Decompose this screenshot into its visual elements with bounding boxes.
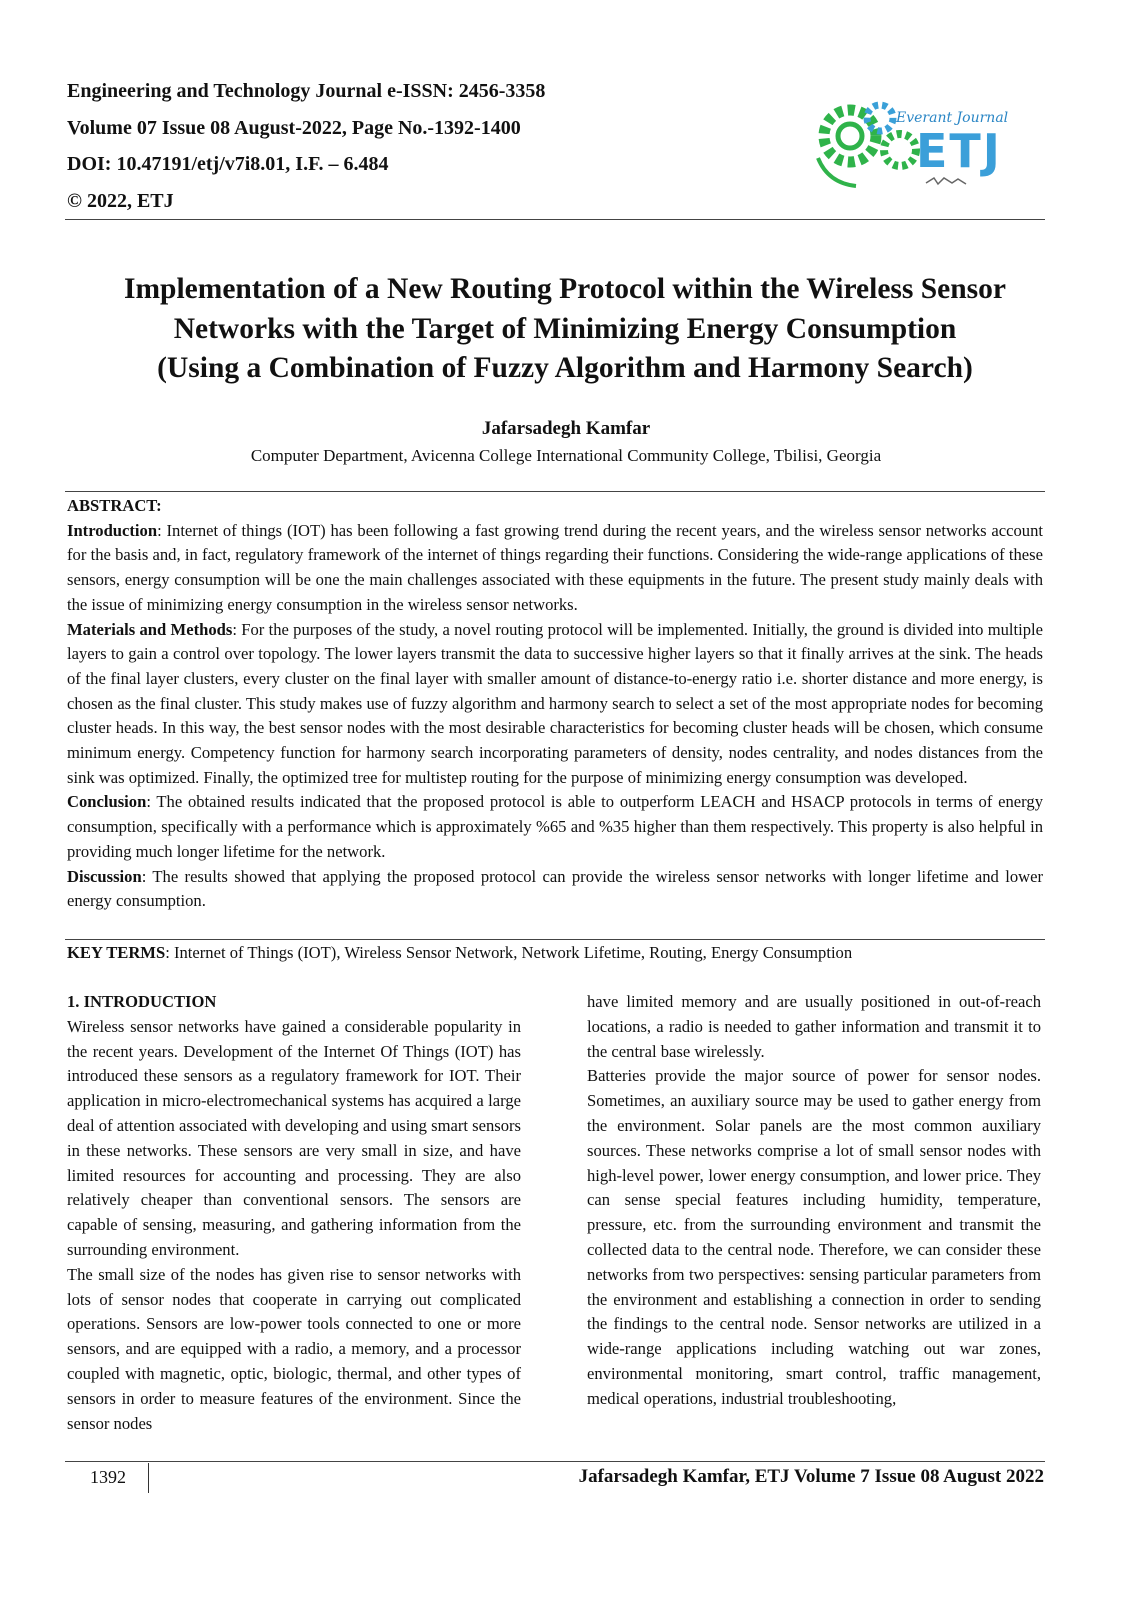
logo-title: ETJ xyxy=(916,124,1002,178)
key-terms-text: : Internet of Things (IOT), Wireless Sensor Network, Network Lifetime, Routing, Energy Consumption xyxy=(165,943,853,962)
abstract xyxy=(67,494,1043,914)
page-number: 1392 xyxy=(90,1467,126,1487)
footer-separator xyxy=(148,1463,149,1493)
journal-name: Engineering and Technology Journal e-ISSN: 2456-3358 xyxy=(67,80,546,102)
intro-left-column xyxy=(67,990,521,1436)
doi-info: DOI: 10.47191/etj/v7i8.01, I.F. – 6.484 xyxy=(67,153,389,175)
paper-title xyxy=(60,270,1070,389)
key-terms xyxy=(67,941,1043,966)
abstract-top-divider xyxy=(65,491,1045,492)
footer-citation: Jafarsadegh Kamfar, ETJ Volume 7 Issue 08 August 2022 xyxy=(578,1466,1044,1487)
intro-paragraph-3: have limited memory and are usually positioned in out-of-reach locations, a radio is needed to gather information and transmit it to the central base wirelessly. xyxy=(587,992,1041,1061)
abstract-conclusion: Conclusion: The obtained results indicated that the proposed protocol is able to outperform LEACH and HSACP protocols in terms of energy consumption, specifically with a performance which is approximately %65 and %35 higher than them respectively. This property is also helpful in providing much longer lifetime for the network. xyxy=(67,792,1043,861)
abstract-bottom-divider xyxy=(65,939,1045,940)
volume-info: Volume 07 Issue 08 August-2022, Page No.-1392-1400 xyxy=(67,117,521,139)
abstract-methods: Materials and Methods: For the purposes of the study, a novel routing protocol will be implemented. Initially, the ground is divided into multiple layers to gain a control over topology. The lower layers transmit the data to successive higher layers so that it finally arrives at the sink. The heads of the final layer clusters, every cluster on the final layer with smaller amount of distance-to-energy ratio i.e. shorter distance and more energy, is chosen as the final cluster. This study makes use of fuzzy algorithm and harmony search to select a set of the most appropriate nodes for becoming cluster heads. In this way, the best sensor nodes with the most desirable characteristics for becoming cluster heads will be chosen, which consume minimum energy. Competency function for harmony search incorporating parameters of density, nodes centrality, and nodes distances from the sink was optimized. Finally, the optimized tree for multistep routing for the purpose of minimizing energy consumption was developed. xyxy=(67,619,1044,787)
author-name: Jafarsadegh Kamfar xyxy=(481,418,651,439)
abstract-introduction: Introduction: Internet of things (IOT) has been following a fast growing trend during the recent years, and the wireless sensor networks account for the basis and, in fact, regulatory framework of the internet of things regarding their functions. Considering the wide-range applications of these sensors, energy consumption will be one the main challenges associated with these equipments in the future. The present study mainly deals with the issue of minimizing energy consumption in the wireless sensor networks. xyxy=(67,520,1043,614)
journal-logo xyxy=(808,88,1018,198)
header-divider xyxy=(65,219,1045,220)
section-heading-introduction: 1. INTRODUCTION xyxy=(67,992,217,1011)
title-line-2: Networks with the Target of Minimizing Energy Consumption xyxy=(173,312,957,345)
intro-right-column xyxy=(587,990,1041,1412)
title-line-3: (Using a Combination of Fuzzy Algorithm and Harmony Search) xyxy=(157,352,973,384)
author-affiliation: Computer Department, Avicenna College International Community College, Tbilisi, Georgia xyxy=(250,446,882,465)
copyright: © 2022, ETJ xyxy=(67,190,174,212)
footer-divider xyxy=(65,1461,1045,1462)
title-line-1: Implementation of a New Routing Protocol within the Wireless Sensor xyxy=(124,273,1006,305)
intro-paragraph-2: The small size of the nodes has given rise to sensor networks with lots of sensor nodes that cooperate in carrying out complicated operations. Sensors are low-power tools connected to one or more sensors, and are equipped with a radio, a memory, and a processor coupled with magnetic, optic, biologic, thermal, and other types of sensors in order to measure features of the environment. Since the sensor nodes xyxy=(67,1264,521,1433)
logo-subtitle: Everant Journal xyxy=(896,110,1009,126)
abstract-discussion: Discussion: The results showed that applying the proposed protocol can provide the wireless sensor networks with longer lifetime and lower energy consumption. xyxy=(67,866,1043,911)
abstract-heading: ABSTRACT: xyxy=(67,496,162,515)
key-terms-label: KEY TERMS xyxy=(67,943,166,962)
intro-paragraph-1: Wireless sensor networks have gained a considerable popularity in the recent years. Development of the Internet Of Things (IOT) has introduced these sensors as a regulatory framework for IOT. Their application in micro-electromechanical systems has acquired a large deal of attention associated with developing and using smart sensors in these networks. These sensors are very small in size, and have limited resources for accounting and processing. They are also relatively cheaper than conventional sensors. The sensors are capable of sensing, measuring, and gathering information from the surrounding environment. xyxy=(67,1016,521,1259)
intro-paragraph-4: Batteries provide the major source of power for sensor nodes. Sometimes, an auxiliary source may be used to gather energy from the environment. Solar panels are the most common auxiliary sources. These networks comprise a lot of small sensor nodes with high-level power, lower energy consumption, and lower price. They can sense special features including humidity, temperature, pressure, etc. from the surrounding environment and transmit the collected data to the central node. Therefore, we can consider these networks from two perspectives: sensing particular parameters from the environment and establishing a connection in order to sending the findings to the central node. Sensor networks are utilized in a wide-range applications including watching out war zones, environmental monitoring, smart control, traffic management, medical operations, industrial troubleshooting, xyxy=(587,1066,1041,1408)
